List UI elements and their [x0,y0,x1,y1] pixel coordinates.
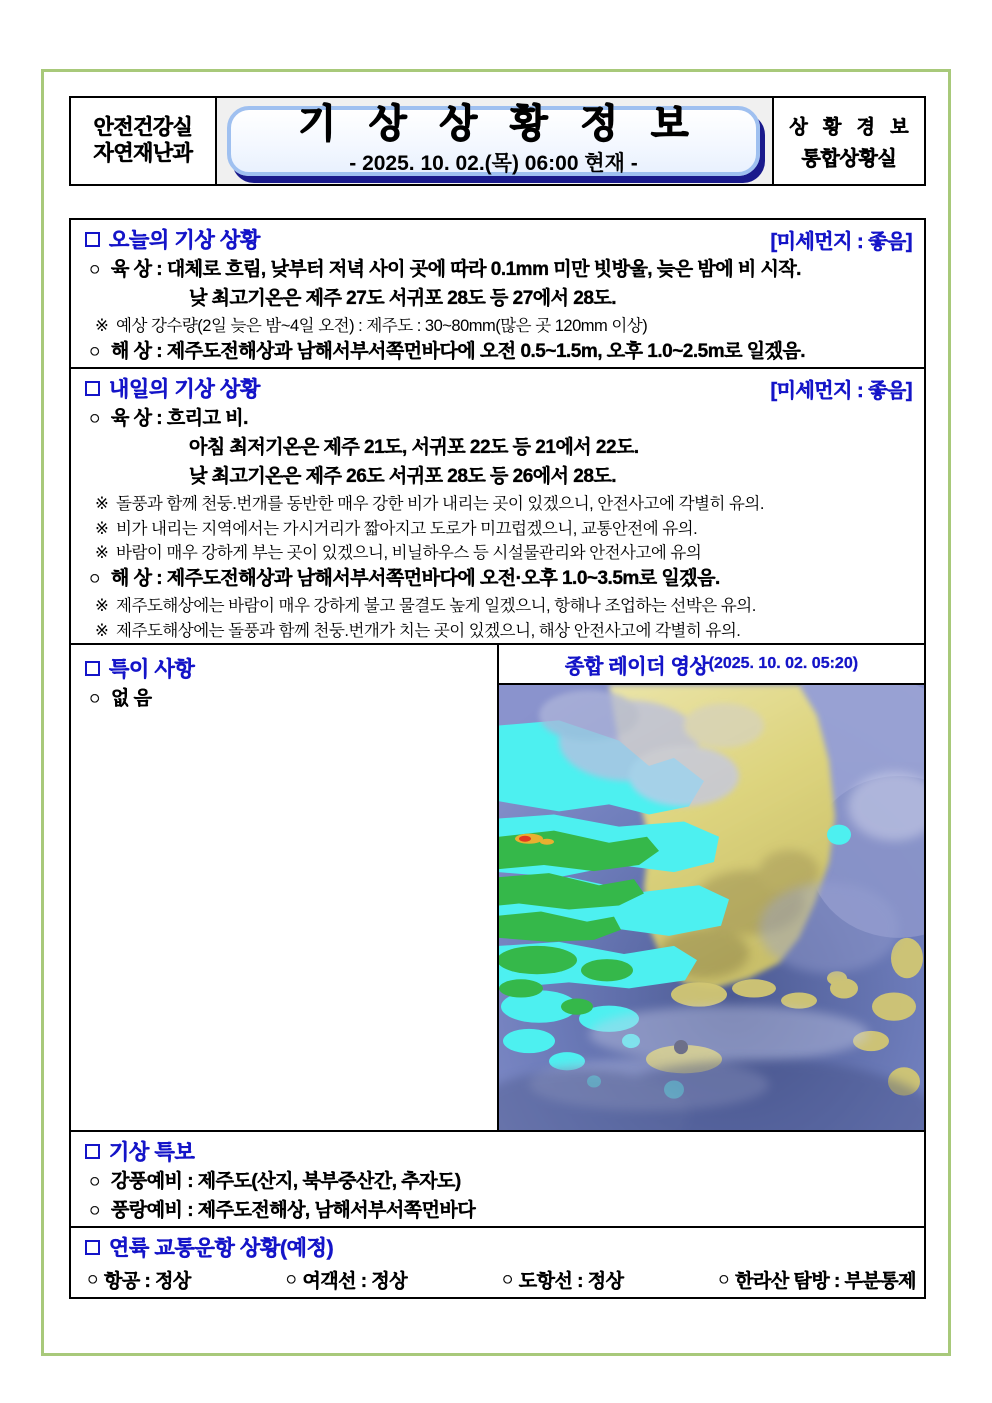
asterisk-icon: ※ [95,519,109,538]
section-weather-alerts [71,1132,924,1228]
today-land-row-2 [71,285,924,314]
today-sea-text [111,339,914,366]
radar-image-graphic [499,685,924,1130]
tomorrow-land-label: 육 상 : [111,408,163,430]
today-precip-note [71,314,924,338]
header-title-cell [217,98,772,184]
today-heading: 오늘의 기상 상황 [109,229,260,252]
today-dust-badge: [미세먼지 : 좋음] [770,230,912,253]
circle-bullet-icon: ○ [89,568,100,590]
asterisk-icon: ※ [95,316,109,335]
document-header [69,96,926,186]
alert-item-row [71,1197,924,1226]
tomorrow-sea-label: 해 상 : [111,568,163,590]
today-sea-label: 해 상 : [111,341,163,363]
tomorrow-header [71,369,924,405]
tomorrow-title-group [85,373,260,403]
section-tomorrow-weather [71,369,924,645]
circle-bullet-icon: ○ [501,1268,513,1290]
transport-title-group [85,1232,333,1262]
transport-item-text: 여객선 : 정상 [302,1271,408,1293]
office-line-2: 통합상황실 [801,147,897,170]
tomorrow-land-text [111,406,914,433]
report-body [69,218,926,1299]
tomorrow-land-note [71,492,924,516]
tomorrow-land-note [71,541,924,565]
special-item-row [71,685,497,714]
tomorrow-land-note [71,517,924,541]
tomorrow-sea-note-text: 제주도해상에는 돌풍과 함께 천둥.번개가 치는 곳이 있겠으니, 해상 안전사고에 각별히 유의. [116,621,741,640]
transport-items-row [71,1264,924,1297]
tomorrow-land-note-text: 비가 내리는 지역에서는 가시거리가 짧아지고 도로가 미끄럽겠으니, 교통안전에 유의. [116,519,698,538]
transport-header [71,1228,924,1264]
tomorrow-heading: 내일의 기상 상황 [109,378,260,402]
tomorrow-land-note-text: 돌풍과 함께 천둥.번개를 동반한 매우 강한 비가 내리는 곳이 있겠으니, 안전사고에 각별히 유의. [116,495,764,514]
alert-item-text: 강풍예비 : 제주도(산지, 북부중산간, 추자도) [111,1171,461,1193]
transport-item-hallasan [718,1266,916,1293]
tomorrow-sea-note-text: 제주도해상에는 바람이 매우 강하게 불고 물결도 높게 일겠으니, 항해나 조업하는 선박은 유의. [116,597,756,616]
circle-bullet-icon: ○ [89,1200,100,1222]
alert-item-row [71,1168,924,1197]
header-department-cell [71,98,217,184]
tomorrow-dust-badge: [미세먼지 : 좋음] [770,379,912,402]
transport-item-air [87,1266,191,1293]
title-timestamp: - 2025. 10. 02.(목) 06:00 현재 - [349,151,638,175]
today-precip-text: 예상 강수량(2일 늦은 밤~4일 오전) : 제주도 : 30~80mm(많은 곳 120mm 이상) [116,316,648,335]
transport-heading: 연륙 교통운항 상황(예정) [109,1237,334,1261]
transport-item-text: 한라산 탐방 : 부분통제 [735,1271,916,1293]
radar-timestamp: (2025. 10. 02. 05:20) [708,655,859,673]
asterisk-icon: ※ [95,621,109,640]
radar-header [499,645,924,685]
circle-bullet-icon: ○ [89,259,100,280]
today-header [71,220,924,256]
checkbox-icon [85,1144,100,1159]
tomorrow-sea-row [71,565,924,594]
checkbox-icon [85,1240,100,1255]
alerts-heading: 기상 특보 [109,1141,195,1165]
circle-bullet-icon: ○ [89,408,100,430]
alerts-title-group [85,1136,194,1166]
radar-composite-image [499,685,924,1130]
tomorrow-land-line1: 흐리고 비. [166,408,248,430]
office-line-1: 상 황 경 보 [789,116,914,138]
tomorrow-sea-line: 제주도전해상과 남해서부서쪽먼바다에 오전·오후 1.0~3.5m로 일겠음. [166,568,720,590]
circle-bullet-icon: ○ [89,688,100,710]
tomorrow-land-row-3 [71,463,924,492]
today-land-line2: 낮 최고기온은 제주 27도 서귀포 28도 등 27에서 28도. [189,287,617,309]
circle-bullet-icon: ○ [89,1171,100,1193]
special-header [71,649,497,685]
tomorrow-land-row [71,405,924,434]
asterisk-icon: ※ [95,544,109,563]
today-sea-line: 제주도전해상과 남해서부서쪽먼바다에 오전 0.5~1.5m, 오후 1.0~2.5m로 일겠음. [166,341,806,363]
page-frame [41,69,951,1356]
department-line-1: 안전건강실 [93,115,193,139]
checkbox-icon [85,381,100,396]
radar-panel [499,645,924,1130]
today-title-group [85,224,260,254]
section-transport-status [71,1228,924,1297]
today-land-line1: 대체로 흐림, 낮부터 저녁 사이 곳에 따라 0.1mm 미만 빗방울, 늦은 밤에 비 시작. [166,259,801,280]
transport-item-passenger-ship [285,1266,407,1293]
tomorrow-land-line2: 아침 최저기온은 제주 21도, 서귀포 22도 등 21에서 22도. [189,437,639,459]
today-sea-row [71,338,924,367]
transport-item-text: 도항선 : 정상 [518,1271,624,1293]
circle-bullet-icon: ○ [89,341,100,363]
header-office-cell [772,98,924,184]
tomorrow-sea-note [71,619,924,643]
special-title-group [85,653,194,683]
transport-item-ferry [502,1266,624,1293]
tomorrow-land-line3: 낮 최고기온은 제주 26도 서귀포 28도 등 26에서 28도. [189,466,617,488]
department-line-2: 자연재난과 [93,142,193,165]
tomorrow-sea-text [111,566,914,593]
tomorrow-sea-note [71,594,924,618]
alerts-header [71,1132,924,1168]
checkbox-icon [85,661,100,676]
special-heading: 특이 사항 [109,658,195,682]
today-land-label: 육 상 : [111,259,163,280]
transport-item-text: 항공 : 정상 [103,1271,191,1293]
section-special-notes [71,645,499,1130]
tomorrow-land-note-text: 바람이 매우 강하게 부는 곳이 있겠으니, 비닐하우스 등 시설물관리와 안전사고에 유의 [116,544,702,563]
tomorrow-land-row-2 [71,434,924,463]
alert-item-text: 풍랑예비 : 제주도전해상, 남해서부서쪽먼바다 [111,1200,476,1222]
section-special-and-radar [71,645,924,1132]
asterisk-icon: ※ [95,597,109,616]
radar-title: 종합 레이더 영상 [564,655,709,678]
circle-bullet-icon: ○ [718,1268,730,1290]
today-land-text [111,257,914,284]
title-plate [227,103,760,176]
section-today-weather [71,220,924,369]
today-land-row [71,256,924,285]
circle-bullet-icon: ○ [285,1268,297,1290]
checkbox-icon [85,232,100,247]
special-item-text: 없 음 [111,688,152,710]
page-title: 기 상 상 황 정 보 [298,103,700,147]
circle-bullet-icon: ○ [87,1268,98,1290]
asterisk-icon: ※ [95,495,109,514]
